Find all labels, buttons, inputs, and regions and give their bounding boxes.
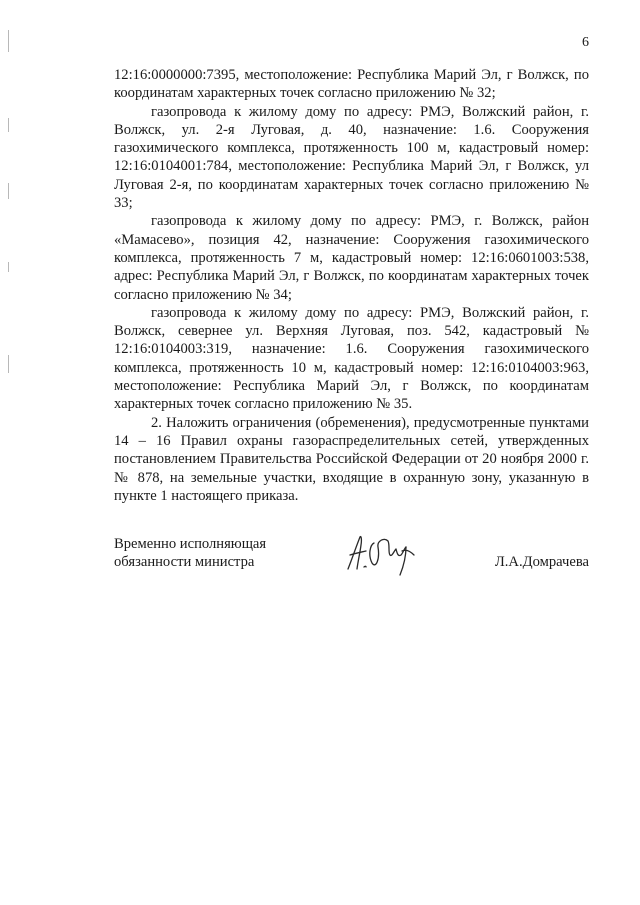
- signer-title-line: обязанности министра: [114, 554, 255, 571]
- signer-title: [114, 535, 266, 572]
- handwritten-signature: [344, 529, 424, 579]
- paragraph: 2. Наложить ограничения (обременения), предусмотренные пунктами 14 – 16 Правил охраны газораспределительных сетей, утвержденных постановлением Правительства Российской Федерации от 20 ноября 2000 г. № 878, на земельные участки, входящие в охранную зону, указанную в пункте 1 настоящего приказа.: [114, 414, 589, 504]
- paragraph: газопровода к жилому дому по адресу: РМЭ, Волжский район, г. Волжск, ул. 2-я Луговая, д. 40, назначение: 1.6. Сооружения газохимического комплекса, протяженность 100 м, кадастровый номер: 12:16:0104001:784, местоположение: Республика Марий Эл, г Волжск, ул Луговая 2-я, по координатам характерных точек согласно приложению № 33;: [114, 103, 589, 212]
- signer-name: Л.А.Домрачева: [494, 554, 589, 570]
- paragraph: 12:16:0000000:7395, местоположение: Республика Марий Эл, г Волжск, по координатам характерных точек согласно приложению № 32;: [114, 67, 589, 102]
- paragraph: газопровода к жилому дому по адресу: РМЭ, г. Волжск, район «Мамасево», позиция 42, назначение: Сооружения газохимического комплекса, протяженность 7 м, кадастровый номер: 12:16:0601003:538, адрес: Республика Марий Эл, г Волжск, по координатам характерных точек согласно приложению № 34;: [114, 213, 589, 303]
- paragraph: газопровода к жилому дому по адресу: РМЭ, Волжский район, г. Волжск, севернее ул. Верхняя Луговая, поз. 542, кадастровый № 12:16:0104003:319, назначение: 1.6. Сооружения газохимического комплекса, протяженность 10 м, кадастровый номер: 12:16:0104003:963, местоположение: Республика Марий Эл, г Волжск, по координатам характерных точек согласно приложению № 35.: [114, 304, 589, 413]
- binding-margin-marks: [8, 0, 12, 905]
- signer-title-line: Временно исполняющая: [114, 536, 267, 552]
- signature-block: [114, 535, 589, 595]
- document-body: [114, 66, 589, 505]
- page-number: 6: [582, 35, 589, 50]
